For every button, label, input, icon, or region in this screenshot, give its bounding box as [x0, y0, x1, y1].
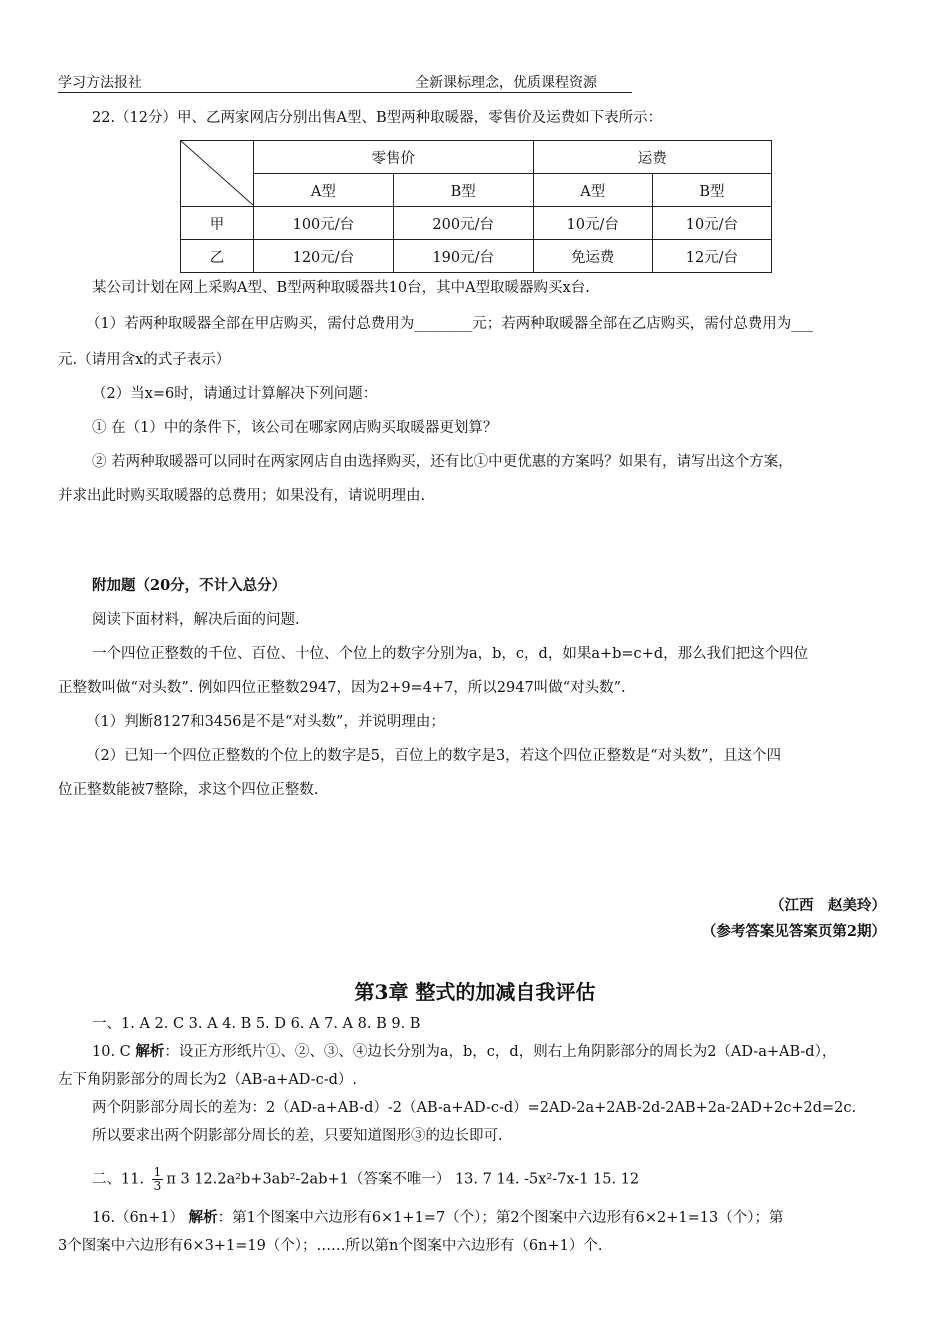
header-retail-price: 零售价: [254, 141, 534, 174]
sub-header-b-retail: B型: [393, 174, 533, 207]
page-header: [58, 72, 632, 93]
answer10-line1: [92, 1042, 836, 1062]
answers-fill: [92, 1166, 639, 1193]
bonus-question2-line2: 位正整数能被7整除，求这个四位正整数.: [58, 782, 319, 798]
bonus-title: 附加题（20分，不计入总分）: [92, 577, 287, 594]
header-slogan: 全新课标理念，优质课程资源: [415, 75, 597, 91]
q22-part1-line1: （1）若两种取暖器全部在甲店购买，需付总费用为________元；若两种取暖器全部在乙店购买，需付总费用为___: [86, 316, 813, 332]
answer16-label: 16.（6n+1）: [92, 1210, 184, 1226]
answers-fill-prefix: 二、11.: [92, 1171, 145, 1188]
fraction-numerator: 1: [153, 1165, 162, 1179]
answer16-key: 解析: [188, 1209, 218, 1226]
chapter-title: 第3章 整式的加减自我评估: [354, 980, 596, 1004]
table-cell: 10元/台: [652, 207, 771, 240]
q22-part2: （2）当x=6时，请通过计算解决下列问题：: [92, 386, 378, 402]
q22-plan: 某公司计划在网上采购A型、B型两种取暖器共10台，其中A型取暖器购买x台.: [92, 280, 590, 296]
answer10-key: 解析: [135, 1043, 165, 1060]
answer16-text1: ：第1个图案中六边形有6×1+1=7（个）；第2个图案中六边形有6×2+1=13（个）；第: [217, 1210, 784, 1226]
bonus-material-line2: 正整数叫做“对头数”. 例如四位正整数2947，因为2+9=4+7，所以2947叫做“对头数”.: [58, 680, 626, 696]
table-cell: 12元/台: [652, 240, 771, 273]
header-shipping: 运费: [533, 141, 771, 174]
q22-part2-sub1: ① 在（1）中的条件下，该公司在哪家网店购买取暖器更划算？: [92, 420, 498, 436]
table-cell: 190元/台: [393, 240, 533, 273]
row-label: 乙: [181, 240, 254, 273]
table-cell: 免运费: [533, 240, 652, 273]
table-row: [181, 207, 772, 240]
answer-reference: （参考答案见答案页第2期）: [701, 923, 886, 940]
fraction-one-third: [152, 1166, 164, 1193]
bonus-read: 阅读下面材料，解决后面的问题.: [92, 612, 300, 628]
answer10-label: 10. C: [92, 1044, 131, 1060]
diagonal-line-icon: [181, 141, 253, 205]
q22-intro: 22.（12分）甲、乙两家网店分别出售A型、B型两种取暖器，零售价及运费如下表所示：: [92, 110, 663, 126]
bonus-material-line1: 一个四位正整数的千位、百位、十位、个位上的数字分别为a，b，c，d，如果a+b=c+d，那么我们把这个四位: [92, 646, 809, 662]
q22-part2-sub2-line1: ② 若两种取暖器可以同时在两家网店自由选择购买，还有比①中更优惠的方案吗？如果有，请写出这个方案，: [92, 454, 793, 470]
bonus-question1: （1）判断8127和3456是不是“对头数”，并说明理由；: [86, 714, 445, 730]
answers-choice: 一、1. A 2. C 3. A 4. B 5. D 6. A 7. A 8. B 9. B: [92, 1016, 421, 1032]
price-table: [180, 140, 772, 273]
sub-header-a-retail: A型: [254, 174, 394, 207]
answer16-line1: [92, 1208, 783, 1228]
fraction-denominator: 3: [153, 1179, 162, 1193]
table-cell: 100元/台: [254, 207, 394, 240]
sub-header-a-shipping: A型: [533, 174, 652, 207]
header-publisher: 学习方法报社: [58, 75, 142, 91]
answer10-line3: 两个阴影部分周长的差为：2（AD-a+AB-d）-2（AB-a+AD-c-d）=2AD-2a+2AB-2d-2AB+2a-2AD+2c+2d=2c.: [92, 1100, 857, 1116]
answer10-text1: ：设正方形纸片①、②、③、④边长分别为a，b，c，d，则右上角阴影部分的周长为2（AD-a+AB-d），: [164, 1044, 837, 1060]
table-row: [181, 240, 772, 273]
q22-part2-sub2-line2: 并求出此时购买取暖器的总费用；如果没有，请说明理由.: [58, 488, 426, 504]
bonus-question2-line1: （2）已知一个四位正整数的个位上的数字是5，百位上的数字是3，若这个四位正整数是“对头数”，且这个四: [86, 748, 781, 764]
answers-fill-rest: π 3 12.2a²b+3ab²-2ab+1（答案不唯一） 13. 7 14. -5x²-7x-1 15. 12: [166, 1171, 640, 1188]
author-credit: （江西 赵美玲）: [770, 897, 886, 914]
row-label: 甲: [181, 207, 254, 240]
sub-header-b-shipping: B型: [652, 174, 771, 207]
q22-part1-line2: 元.（请用含x的式子表示）: [58, 352, 231, 368]
table-corner-diagonal: [181, 141, 254, 207]
table-cell: 10元/台: [533, 207, 652, 240]
table-cell: 200元/台: [393, 207, 533, 240]
answer10-line2: 左下角阴影部分的周长为2（AB-a+AD-c-d）.: [58, 1072, 357, 1088]
answer16-line2: 3个图案中六边形有6×3+1=19（个）；……所以第n个图案中六边形有（6n+1）个.: [58, 1238, 603, 1254]
answer10-line4: 所以要求出两个阴影部分周长的差，只要知道图形③的边长即可.: [92, 1128, 503, 1144]
table-cell: 120元/台: [254, 240, 394, 273]
